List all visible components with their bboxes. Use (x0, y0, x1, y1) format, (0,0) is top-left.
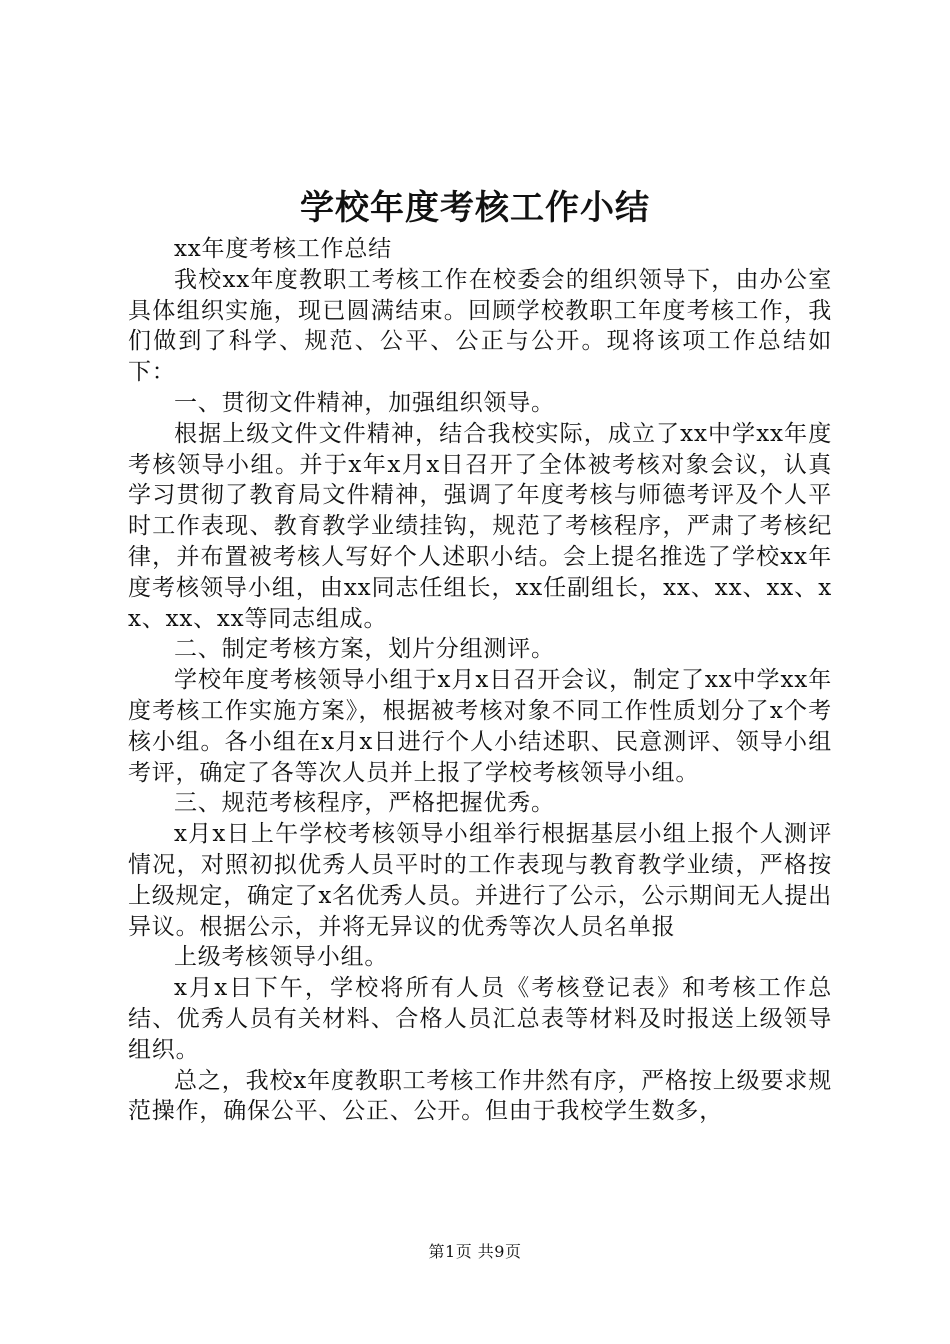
paragraph-section-2: 学校年度考核领导小组于x月x日召开会议，制定了xx中学xx年度考核工作实施方案》，根据被考核对象不同工作性质划分了x个考核小组。各小组在x月x日进行个人小结述职、民意测评、领导小组考评，确定了各等次人员并上报了学校考核领导小组。 (128, 667, 832, 786)
document-title: 学校年度考核工作小结 (300, 188, 650, 228)
section-heading-1: 一、贯彻文件精神，加强组织领导。 (174, 389, 555, 416)
document-body (128, 234, 832, 1127)
section-heading-3: 三、规范考核程序，严格把握优秀。 (174, 790, 555, 817)
page-number: 第1页 共9页 (428, 1242, 522, 1261)
paragraph-subtitle: xx年度考核工作总结 (174, 236, 392, 262)
paragraph-section-3-cont: 上级考核领导小组。 (174, 944, 389, 971)
paragraph-summary: 总之，我校x年度教职工考核工作井然有序，严格按上级要求规范操作，确保公平、公正、公开。但由于我校学生数多， (128, 1067, 832, 1125)
section-heading-2: 二、制定考核方案，划片分组测评。 (174, 636, 555, 663)
paragraph-section-3: x月x日上午学校考核领导小组举行根据基层小组上报个人测评情况，对照初拟优秀人员平时的工作表现与教育教学业绩，严格按上级规定，确定了x名优秀人员。并进行了公示，公示期间无人提出异议。根据公示，并将无异议的优秀等次人员名单报 (128, 821, 832, 940)
paragraph-section-1: 根据上级文件文件精神，结合我校实际，成立了xx中学xx年度考核领导小组。并于x年x月x日召开了全体被考核对象会议，认真学习贯彻了教育局文件精神，强调了年度考核与师德考评及个人平时工作表现、教育教学业绩挂钩，规范了考核程序，严肃了考核纪律，并布置被考核人写好个人述职小结。会上提名推选了学校xx年度考核领导小组，由xx同志任组长，xx任副组长，xx、xx、xx、xx、xx、xx等同志组成。 (128, 420, 832, 632)
paragraph-intro: 我校xx年度教职工考核工作在校委会的组织领导下，由办公室具体组织实施，现已圆满结束。回顾学校教职工年度考核工作，我们做到了科学、规范、公平、公正与公开。现将该项工作总结如下： (128, 266, 832, 386)
paragraph-submission: x月x日下午，学校将所有人员《考核登记表》和考核工作总结、优秀人员有关材料、合格人员汇总表等材料及时报送上级领导组织。 (128, 975, 832, 1063)
